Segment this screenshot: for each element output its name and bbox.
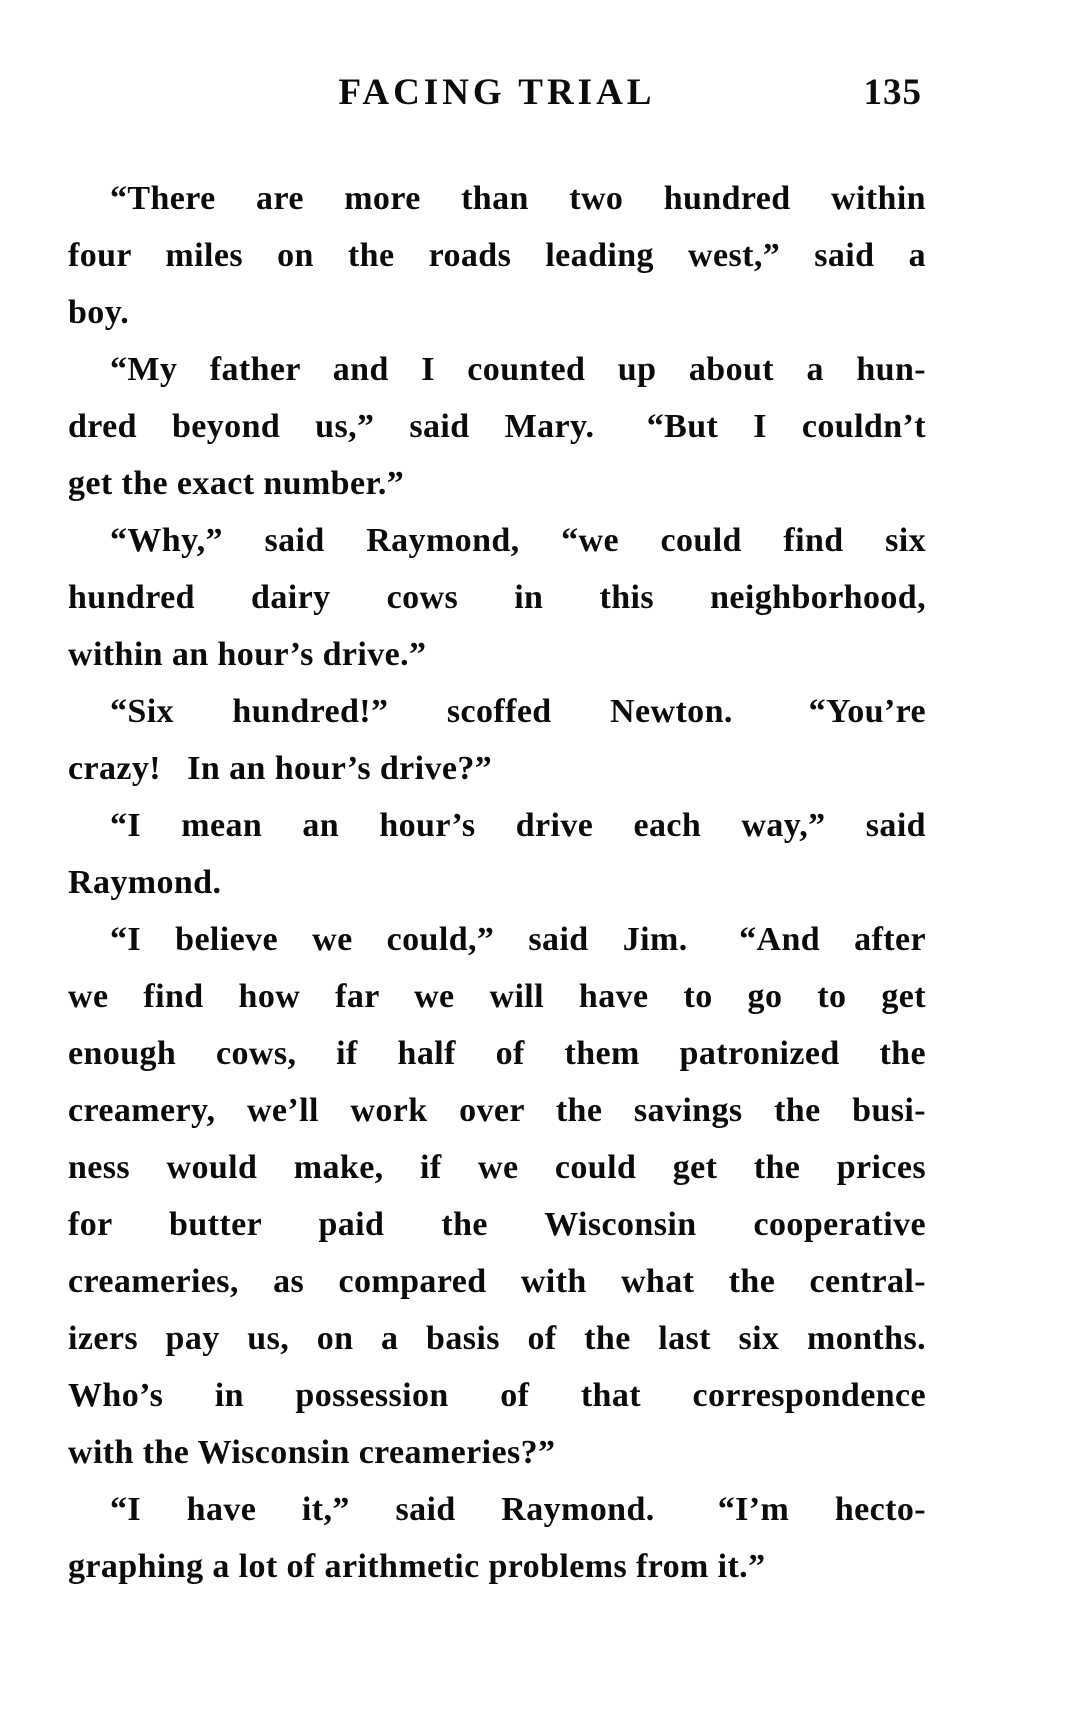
paragraph: [68, 512, 926, 683]
text-line: creameries, as compared with what the central-: [68, 1263, 926, 1300]
text-line: Raymond.: [68, 864, 222, 901]
text-line: hundred dairy cows in this neighborhood,: [68, 579, 926, 616]
paragraph: [68, 797, 926, 911]
text-line: we find how far we will have to go to get: [68, 978, 926, 1015]
text-line: graphing a lot of arithmetic problems from it.”: [68, 1548, 766, 1585]
paragraph: [68, 341, 926, 512]
text-line: “Why,” said Raymond, “we could find six: [110, 522, 926, 559]
text-line: with the Wisconsin creameries?”: [68, 1434, 556, 1471]
page-text: [68, 170, 926, 1595]
text-line: crazy! In an hour’s drive?”: [68, 750, 493, 787]
text-line: “There are more than two hundred within: [110, 180, 926, 217]
text-line: ness would make, if we could get the prices: [68, 1149, 926, 1186]
paragraph: [68, 683, 926, 797]
text-line: enough cows, if half of them patronized the: [68, 1035, 926, 1072]
text-line: “I mean an hour’s drive each way,” said: [110, 807, 926, 844]
paragraph: [68, 1481, 926, 1595]
running-head: [68, 70, 926, 116]
text-line: dred beyond us,” said Mary. “But I couldn’t: [68, 408, 926, 445]
page-title: FACING TRIAL: [338, 72, 656, 113]
text-line: izers pay us, on a basis of the last six months.: [68, 1320, 926, 1357]
text-line: creamery, we’ll work over the savings the busi-: [68, 1092, 926, 1129]
paragraph: [68, 170, 926, 341]
paragraph: [68, 911, 926, 1481]
page-number: 135: [863, 72, 922, 113]
text-line: “I believe we could,” said Jim. “And after: [110, 921, 926, 958]
text-line: within an hour’s drive.”: [68, 636, 427, 673]
text-line: Who’s in possession of that correspondence: [68, 1377, 926, 1414]
text-line: four miles on the roads leading west,” said a: [68, 237, 926, 274]
text-line: boy.: [68, 294, 130, 331]
text-line: “I have it,” said Raymond. “I’m hecto-: [110, 1491, 926, 1528]
text-line: “My father and I counted up about a hun-: [110, 351, 926, 388]
text-line: get the exact number.”: [68, 465, 405, 502]
text-line: “Six hundred!” scoffed Newton. “You’re: [110, 693, 926, 730]
text-line: for butter paid the Wisconsin cooperative: [68, 1206, 926, 1243]
